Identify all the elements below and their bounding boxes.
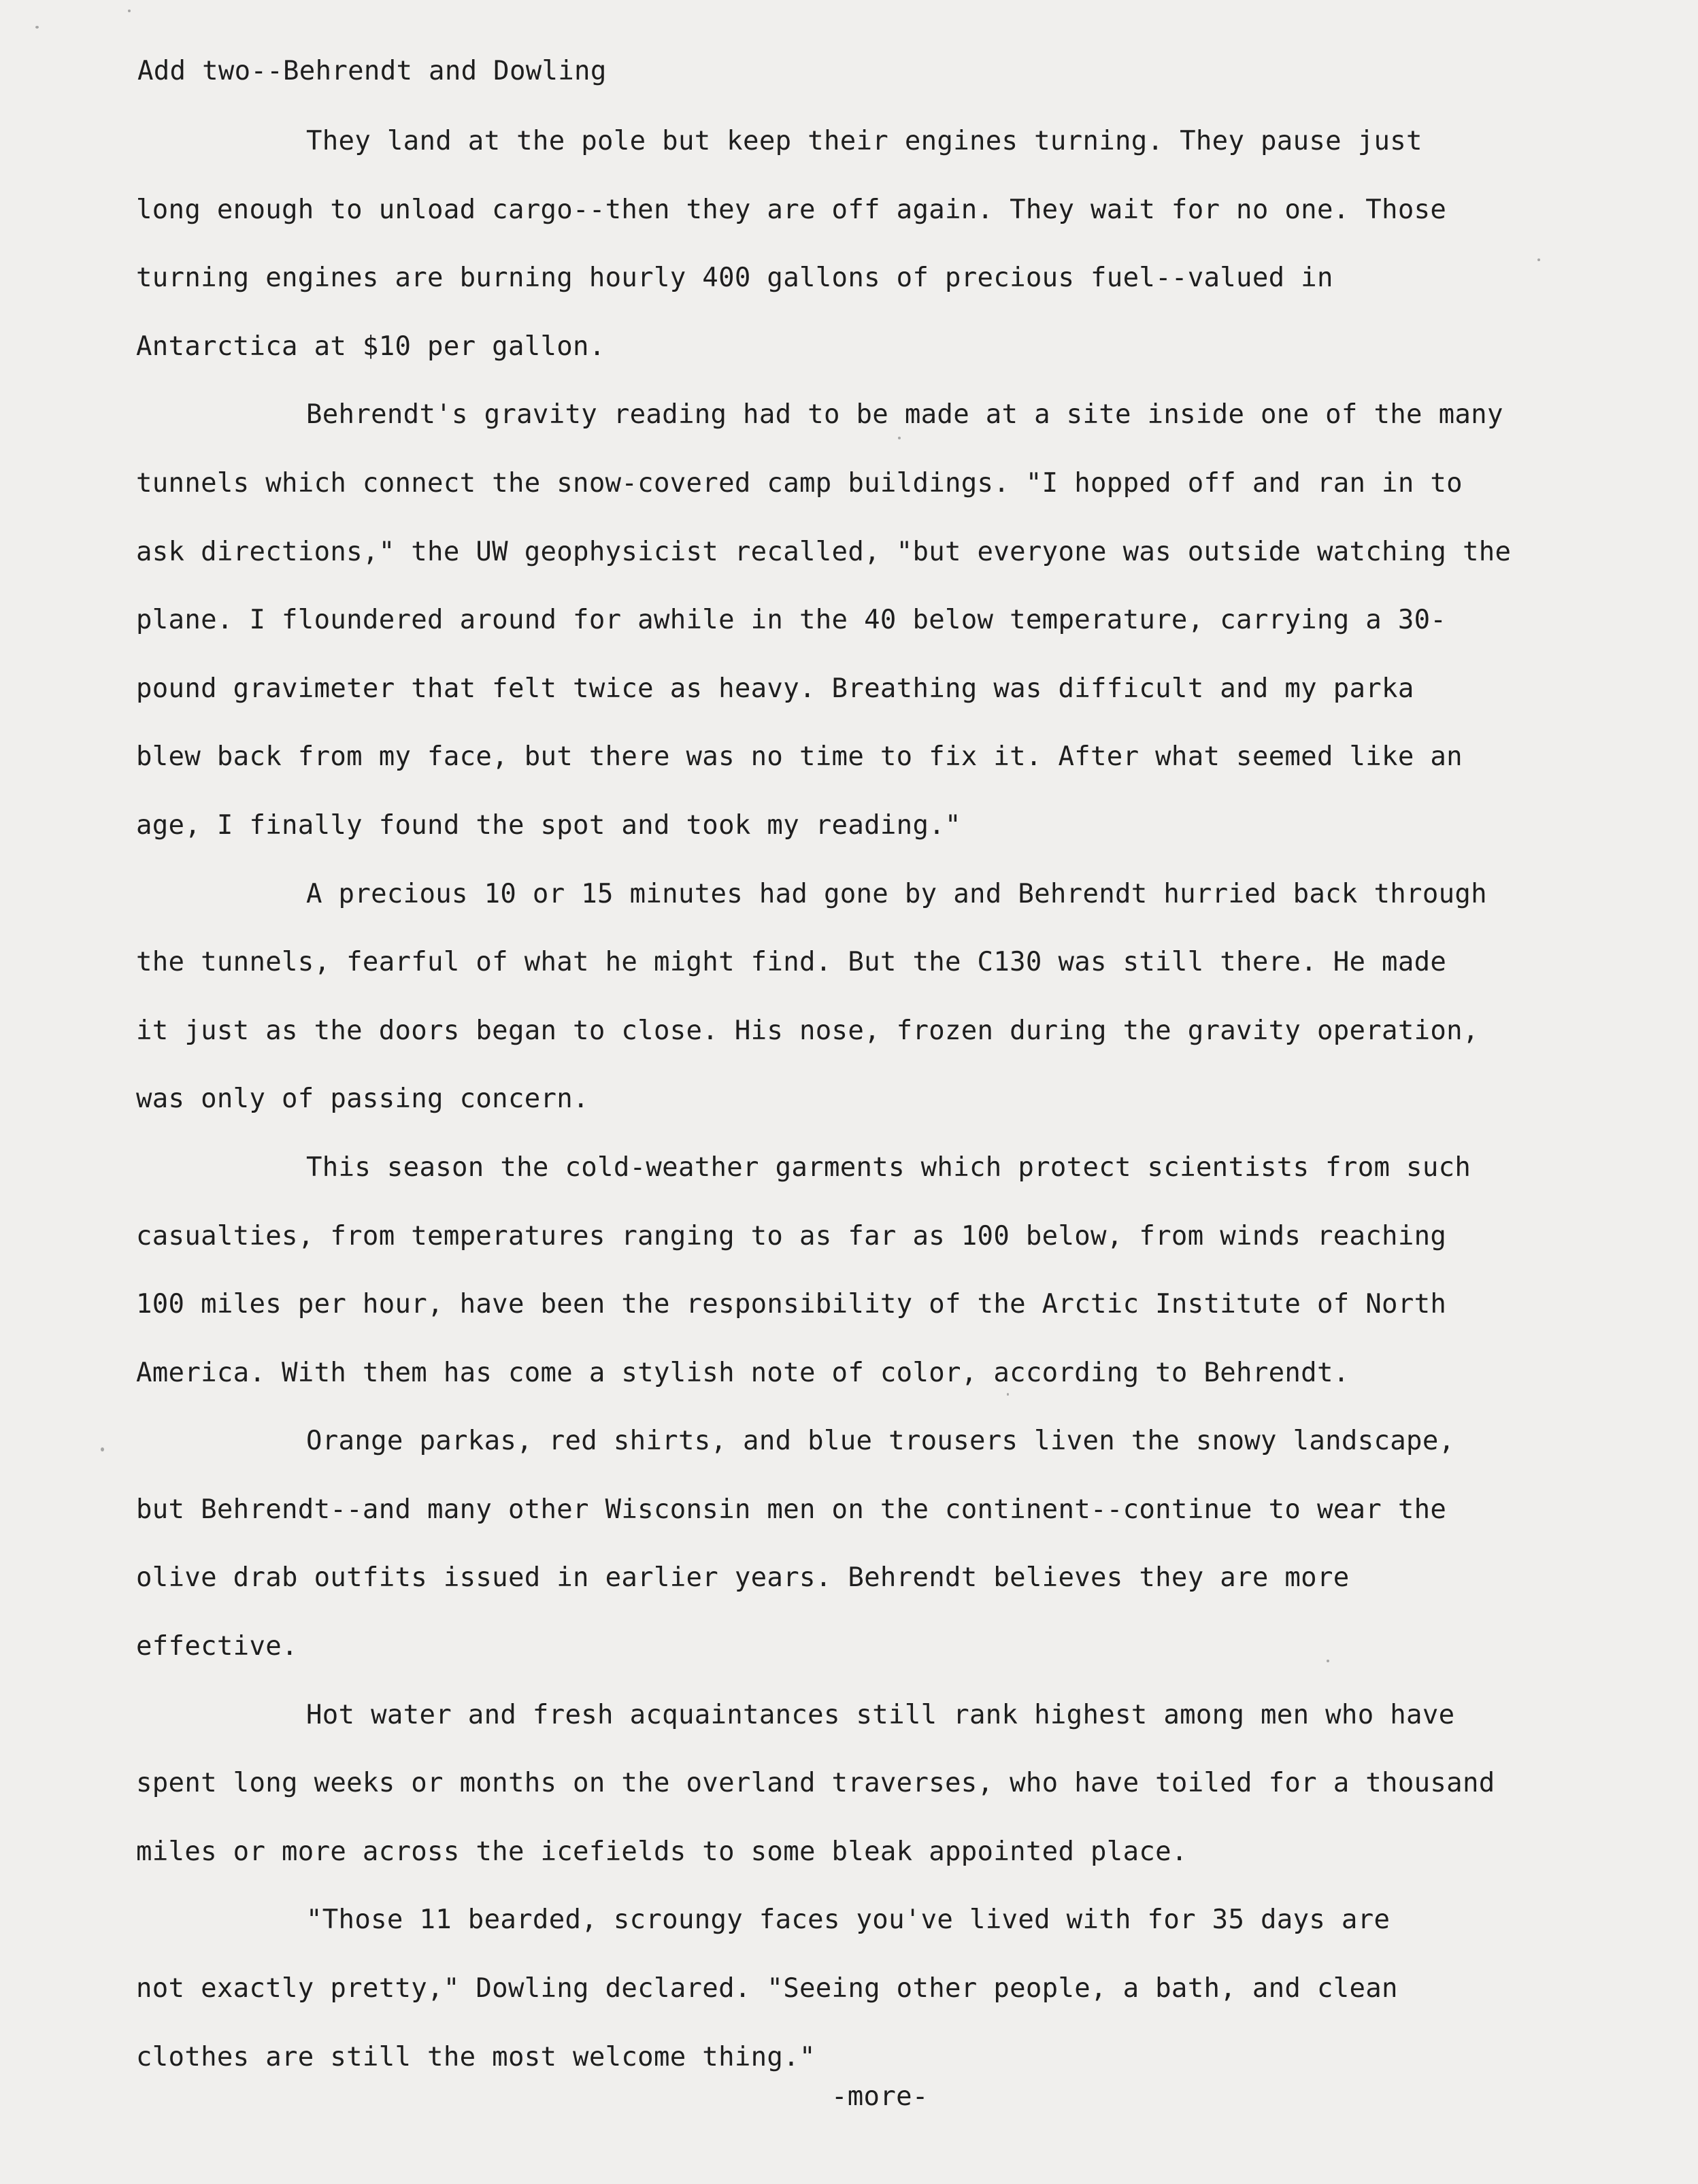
page-heading: Add two--Behrendt and Dowling: [137, 56, 607, 86]
paragraph-first-line: Orange parkas, red shirts, and blue trousers liven the snowy landscape,: [306, 1426, 1455, 1457]
text-line: effective.: [136, 1631, 298, 1662]
paragraph-first-line: This season the cold-weather garments which protect scientists from such: [306, 1152, 1471, 1183]
text-line: tunnels which connect the snow-covered camp buildings. "I hopped off and ran in to: [136, 467, 1463, 499]
text-line: Antarctica at $10 per gallon.: [136, 331, 605, 362]
paragraph-first-line: Hot water and fresh acquaintances still rank highest among men who have: [306, 1699, 1455, 1730]
body-text: [136, 122, 1612, 2106]
continuation-marker: -more-: [831, 2081, 929, 2112]
paragraph-first-line: Behrendt's gravity reading had to be made at a site inside one of the many: [306, 399, 1503, 431]
text-line: casualties, from temperatures ranging to as far as 100 below, from winds reaching: [136, 1220, 1447, 1251]
text-line: clothes are still the most welcome thing.": [136, 2041, 816, 2072]
text-line: plane. I floundered around for awhile in the 40 below temperature, carrying a 30-: [136, 605, 1447, 636]
text-line: not exactly pretty," Dowling declared. "Seeing other people, a bath, and clean: [136, 1973, 1398, 2004]
text-line: was only of passing concern.: [136, 1083, 589, 1115]
paragraph-first-line: "Those 11 bearded, scroungy faces you've lived with for 35 days are: [306, 1904, 1391, 1936]
text-line: the tunnels, fearful of what he might find. But the C130 was still there. He made: [136, 947, 1447, 978]
text-line: spent long weeks or months on the overland traverses, who have toiled for a thousand: [136, 1768, 1495, 1799]
paper-speck: [35, 26, 39, 29]
text-line: miles or more across the icefields to some bleak appointed place.: [136, 1836, 1188, 1867]
text-line: it just as the doors began to close. His nose, frozen during the gravity operation,: [136, 1015, 1479, 1046]
paragraph-first-line: A precious 10 or 15 minutes had gone by and Behrendt hurried back through: [306, 878, 1487, 909]
text-line: turning engines are burning hourly 400 gallons of precious fuel--valued in: [136, 263, 1333, 294]
text-line: America. With them has come a stylish note of color, according to Behrendt.: [136, 1357, 1350, 1388]
text-line: long enough to unload cargo--then they are off again. They wait for no one. Those: [136, 194, 1447, 225]
text-line: pound gravimeter that felt twice as heavy. Breathing was difficult and my parka: [136, 673, 1414, 704]
paper-speck: [101, 1447, 104, 1451]
paper-speck: [128, 10, 131, 12]
text-line: but Behrendt--and many other Wisconsin men on the continent--continue to wear the: [136, 1494, 1447, 1525]
text-line: ask directions," the UW geophysicist recalled, "but everyone was outside watching the: [136, 536, 1512, 567]
text-line: 100 miles per hour, have been the responsibility of the Arctic Institute of North: [136, 1289, 1447, 1320]
text-line: olive drab outfits issued in earlier years. Behrendt believes they are more: [136, 1562, 1350, 1594]
text-line: age, I finally found the spot and took my reading.": [136, 809, 961, 841]
text-line: blew back from my face, but there was no time to fix it. After what seemed like an: [136, 741, 1463, 773]
paragraph-first-line: They land at the pole but keep their engines turning. They pause just: [306, 126, 1422, 156]
